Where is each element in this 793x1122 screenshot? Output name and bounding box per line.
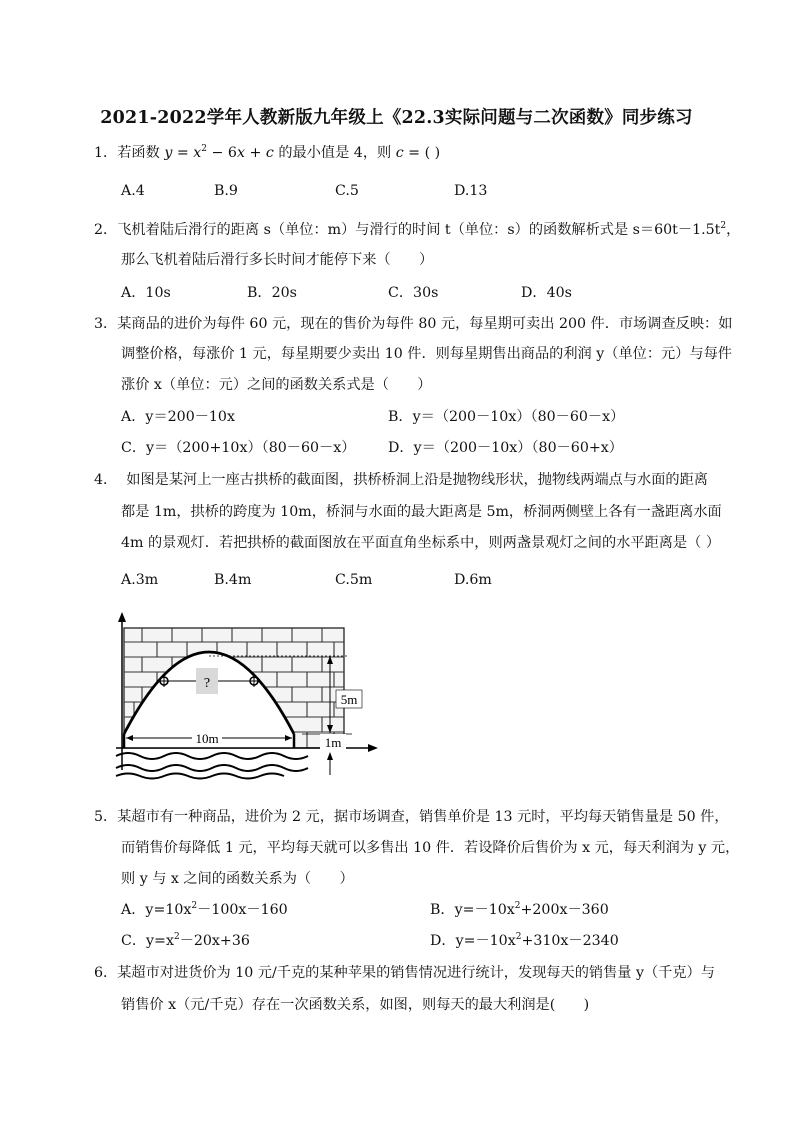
question-number: 6． — [94, 965, 118, 981]
question-text: 若函数 — [117, 145, 160, 161]
option-b — [430, 895, 609, 925]
question-6-line-2: 销售价 x（元/千克）存在一次函数关系，如图，则每天的最大利润是( ) — [121, 997, 590, 1013]
formula-part: − 6 — [207, 145, 237, 161]
question-number: 4． — [94, 472, 118, 488]
option-b: B.4m — [214, 572, 252, 588]
question-text: 如图是某河上一座古拱桥的截面图，拱桥桥洞上沿是抛物线形状，抛物线两端点与水面的距离 — [126, 472, 708, 488]
option-c — [121, 926, 250, 956]
option-a: A.4 — [121, 183, 145, 199]
question-text: 某商品的进价为每件 60 元，现在的售价为每件 80 元，每星期可卖出 200 件．市场调查反映：如 — [117, 316, 733, 332]
option-c: C．y＝（200+10x）（80－60－x） — [121, 440, 356, 456]
option-text: －20x+36 — [179, 933, 250, 949]
question-5-line-2: 而销售价每降低 1 元，平均每天就可以多售出 10 件．若设降价后售价为 x 元，每天利润为 y 元， — [121, 840, 740, 856]
question-number: 2． — [94, 222, 118, 238]
option-text: A．y=10x — [121, 902, 192, 918]
question-5-line-3: 则 y 与 x 之间的函数关系为（ ） — [121, 871, 354, 887]
question-4-line-3: 4m 的景观灯．若把拱桥的截面图放在平面直角坐标系中，则两盏景观灯之间的水平距离是（ ） — [121, 535, 721, 551]
option-d — [430, 926, 619, 956]
option-c: C.5m — [335, 572, 373, 588]
question-4-line-2: 都是 1m，拱桥的跨度为 10m，桥洞与水面的最大距离是 5m，桥洞两侧壁上各有一盏距离水面 — [121, 504, 722, 520]
option-c: C.5 — [335, 183, 359, 199]
exponent: 2 — [173, 932, 180, 942]
option-text: +200x－360 — [520, 902, 609, 918]
exponent: 2 — [515, 932, 522, 942]
exponent: 2 — [720, 221, 727, 231]
formula-var: c — [395, 145, 404, 161]
option-d: D.6m — [454, 572, 492, 588]
exponent: 2 — [191, 901, 198, 911]
formula-part: + — [244, 145, 266, 161]
question-text: 飞机着陆后滑行的距离 s（单位：m）与滑行的时间 t（单位：s）的函数解析式是 s＝60t－1.5t — [117, 222, 721, 238]
small-height-label: 1m — [324, 735, 342, 750]
page-title: 2021-2022学年人教新版九年级上《22.3实际问题与二次函数》同步练习 — [100, 108, 693, 128]
formula-var: y — [164, 145, 173, 161]
option-b: B.9 — [214, 183, 238, 199]
option-d: D.13 — [454, 183, 488, 199]
option-d: D．y＝（200－10x）（80－60+x） — [388, 440, 623, 456]
question-3 — [94, 309, 732, 339]
option-a: A.3m — [121, 572, 159, 588]
question-text: 某超市对进货价为 10 元/千克的某种苹果的销售情况进行统计，发现每天的销售量 y（千克）与 — [117, 965, 715, 981]
option-a — [121, 895, 288, 925]
formula-part: = — [172, 145, 194, 161]
option-text: C．y=x — [121, 933, 174, 949]
question-3-line-3: 涨价 x（单位：元）之间的函数关系式是（ ） — [121, 377, 432, 393]
bridge-figure — [112, 610, 382, 780]
unknown-distance-label: ? — [203, 676, 211, 691]
option-text: －100x－160 — [197, 902, 288, 918]
span-label: 10m — [195, 731, 219, 746]
option-text: +310x－2340 — [521, 933, 619, 949]
formula-var: c — [265, 145, 274, 161]
question-number: 1． — [94, 145, 118, 161]
question-1 — [94, 138, 440, 168]
arrowhead — [327, 752, 333, 760]
option-a: A．10s — [121, 285, 171, 301]
question-4 — [94, 465, 708, 495]
exponent: 2 — [514, 901, 521, 911]
question-2-line-2: 那么飞机着陆后滑行多长时间才能停下来（ ） — [121, 252, 434, 268]
question-text: ， — [726, 222, 741, 238]
height-label: 5m — [340, 692, 358, 707]
option-text: D．y=－10x — [430, 933, 516, 949]
option-text: B．y=－10x — [430, 902, 515, 918]
question-5 — [94, 802, 729, 832]
question-text: 的最小值是 4，则 — [278, 145, 396, 161]
water-waves — [116, 753, 308, 779]
question-text: 某超市有一种商品，进价为 2 元，据市场调查，销售单价是 13 元时，平均每天销售量是 50 件， — [117, 809, 729, 825]
formula-var: x — [193, 145, 202, 161]
question-number: 5． — [94, 809, 118, 825]
y-axis-arrow — [118, 612, 126, 622]
option-b: B．y＝（200－10x）（80－60－x） — [388, 409, 625, 425]
question-2 — [94, 215, 740, 245]
x-axis-arrow — [368, 744, 378, 752]
option-c: C．30s — [388, 285, 439, 301]
question-text: = ( ) — [403, 145, 441, 161]
bridge-diagram — [112, 610, 382, 780]
question-3-line-2: 调整价格，每涨价 1 元，每星期要少卖出 10 件．则每星期售出商品的利润 y（单位：元）与每件 — [121, 346, 732, 362]
option-a: A．y＝200－10x — [121, 409, 235, 425]
question-6 — [94, 958, 715, 988]
question-number: 3． — [94, 316, 118, 332]
option-b: B．20s — [247, 285, 297, 301]
exponent: 2 — [201, 144, 207, 154]
formula-var: x — [236, 145, 245, 161]
option-d: D．40s — [521, 285, 572, 301]
